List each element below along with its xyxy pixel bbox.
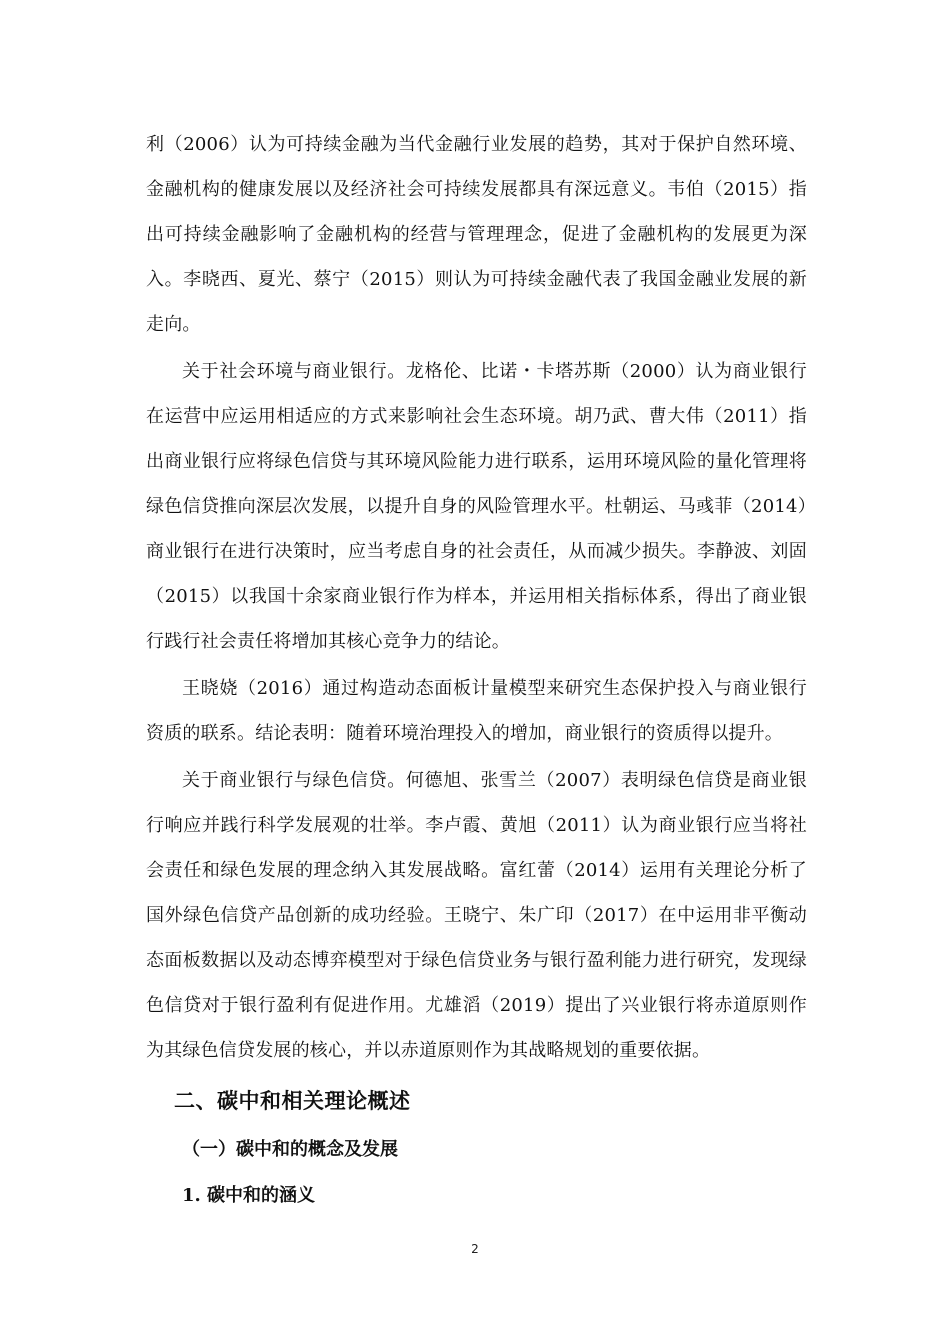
paragraph-green-credit: 关于商业银行与绿色信贷。何德旭、张雪兰（2007）表明绿色信贷是商业银行响应并践行科学发展观的壮举。李卢霞、黄旭（2011）认为商业银行应当将社会责任和绿色发展的理念纳入其发展战略。富红蕾（2014）运用有关理论分析了国外绿色信贷产品创新的成功经验。王晓宁、朱广印（2017）在中运用非平衡动态面板数据以及动态博弈模型对于绿色信贷业务与银行盈利能力进行研究，发现绿色信贷对于银行盈利有促进作用。尤雄滔（2019）提出了兴业银行将赤道原则作为其绿色信贷发展的核心，并以赤道原则作为其战略规划的重要依据。: [146, 770, 807, 1061]
section-heading: 二、碳中和相关理论概述: [174, 1089, 411, 1113]
paragraph-sustainable-finance: 利（2006）认为可持续金融为当代金融行业发展的趋势，其对于保护自然环境、金融机构的健康发展以及经济社会可持续发展都具有深远意义。韦伯（2015）指出可持续金融影响了金融机构的经营与管理理念，促进了金融机构的发展更为深入。李晓西、夏光、蔡宁（2015）则认为可持续金融代表了我国金融业发展的新走向。: [146, 134, 807, 335]
page-number: 2: [471, 1242, 479, 1256]
paragraph-ecological-investment: 王晓娆（2016）通过构造动态面板计量模型来研究生态保护投入与商业银行资质的联系。结论表明：随着环境治理投入的增加，商业银行的资质得以提升。: [146, 678, 807, 744]
subsubsection-heading: 1. 碳中和的涵义: [182, 1185, 316, 1206]
subsection-heading: （一）碳中和的概念及发展: [182, 1139, 398, 1160]
paragraph-social-environment: 关于社会环境与商业银行。龙格伦、比诺・卡塔苏斯（2000）认为商业银行在运营中应运用相适应的方式来影响社会生态环境。胡乃武、曹大伟（2011）指出商业银行应将绿色信贷与其环境风险能力进行联系，运用环境风险的量化管理将绿色信贷推向深层次发展，以提升自身的风险管理水平。杜朝运、马彧菲（2014）商业银行在进行决策时，应当考虑自身的社会责任，从而减少损失。李静波、刘固（2015）以我国十余家商业银行作为样本，并运用相关指标体系，得出了商业银行践行社会责任将增加其核心竞争力的结论。: [146, 361, 807, 652]
document-body: [146, 122, 807, 1219]
